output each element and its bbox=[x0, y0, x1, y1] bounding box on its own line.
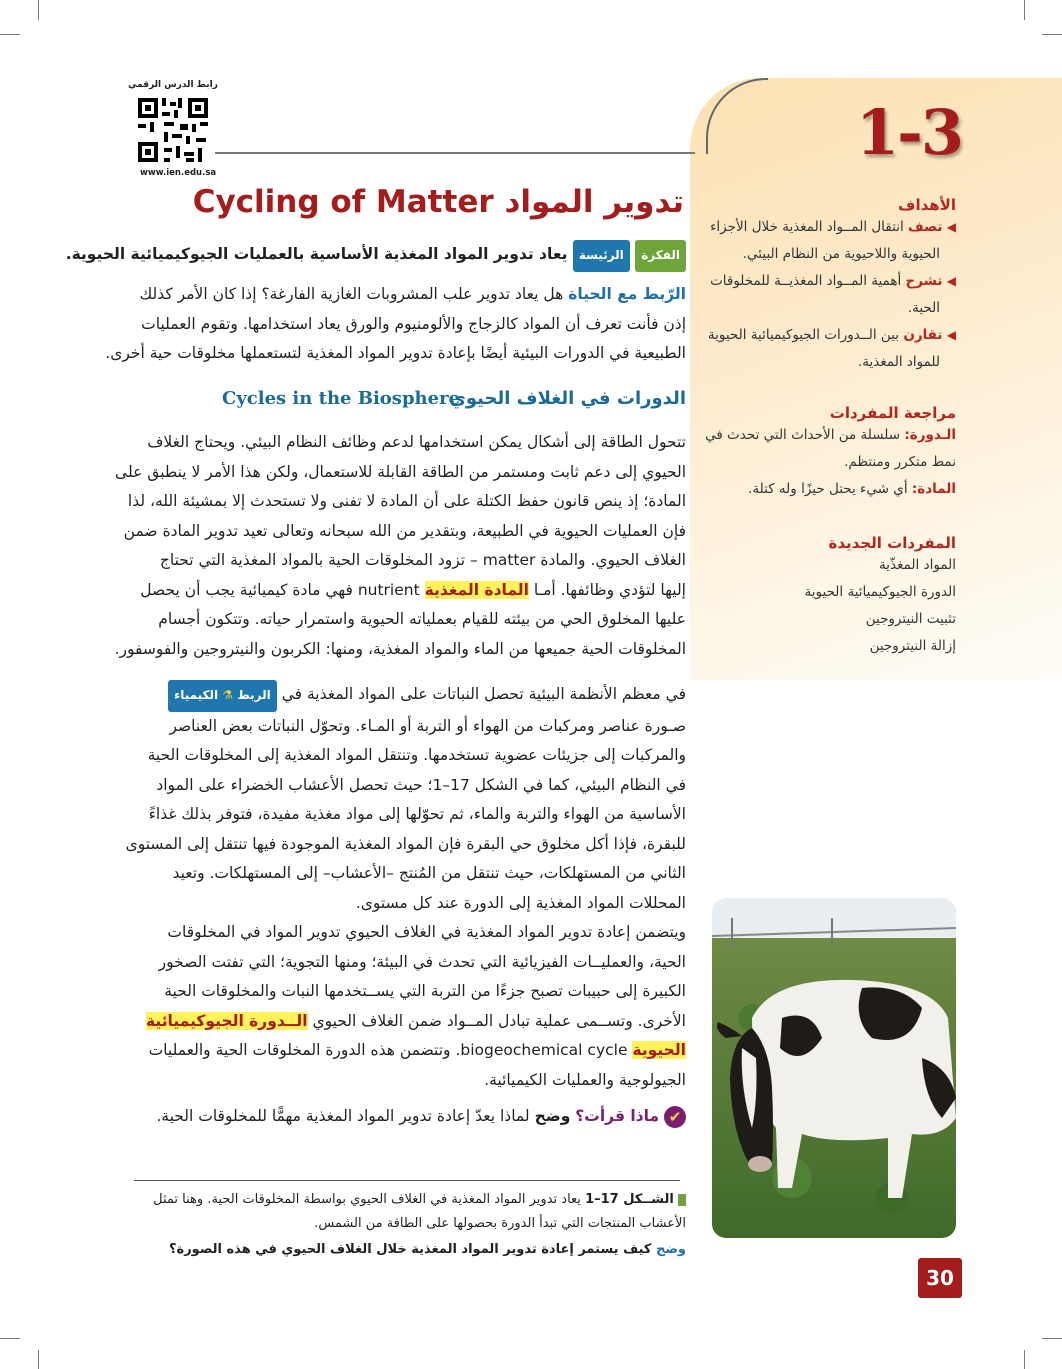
real-world-line: الطبيعية في الدورات البيئية أيضًا بإعادة تدوير المواد المغذية لتستعملها مخلوقات حية أخرى. bbox=[105, 344, 686, 362]
highlight-biogeochemical-2: الحيوية bbox=[632, 1041, 686, 1059]
text-line: ويتضمن إعادة تدوير المواد المغذية في الغلاف الحيوي تدوير المواد في المخلوقات bbox=[167, 923, 686, 941]
section-heading-en: Cycles in the Biosphere bbox=[222, 388, 460, 409]
text-line: صـورة عناصر ومركبات من الهواء أو التربة أو المـاء. وتحوّل النباتات بعض العناصر bbox=[169, 716, 686, 735]
link-label: الربط ⚗ الكيمياء bbox=[168, 680, 277, 712]
objective-item: ◀ تقارن بين الــدورات الجيوكيميائية الحيوية للمواد المغذية. bbox=[707, 327, 956, 370]
objective-item: ◀ تشرح أهمية المــواد المغذيــة للمخلوقات الحية. bbox=[710, 273, 956, 316]
header-rule bbox=[215, 152, 695, 154]
lesson-number: 1-3 bbox=[855, 96, 962, 169]
flask-icon: ⚗ bbox=[222, 688, 234, 702]
text-line: الحيوي إلى دعم ثابت ومستمر من الطاقة القابلة للاستعمال، ولكن هذا الأمر لا ينطبق على bbox=[115, 462, 686, 481]
text-line: تتحول الطاقة إلى أشكال يمكن استخدامها لدعم وظائف النظام البيئي. ويحتاج الغلاف bbox=[147, 433, 686, 451]
qr-code-icon[interactable] bbox=[134, 94, 212, 166]
new-term: الدورة الجيوكيميائية الحيوية bbox=[804, 584, 956, 600]
text-line: الثاني من المستهلكات، حيث تنتقل من المُنتج –الأعشاب– إلى المستهلكات. وتعيد bbox=[172, 864, 686, 882]
objectives-title: الأهداف bbox=[898, 196, 956, 214]
highlight-biogeochemical: الــدورة الجيوكيميائية bbox=[145, 1011, 308, 1030]
section-heading-ar: الدورات في الغلاف الحيوي bbox=[449, 388, 686, 409]
page-title: Cycling of Matter تدوير المواد bbox=[192, 184, 684, 220]
text-span: الأخرى. وتســمى عملية تبادل المــواد ضمن الغلاف الحيوي bbox=[312, 1011, 686, 1030]
cow-photo bbox=[712, 898, 956, 1238]
paragraph-3 bbox=[126, 918, 686, 1095]
review-title: مراجعة المفردات bbox=[829, 404, 956, 422]
text-line: الجيولوجية والعمليات الكيميائية. bbox=[484, 1070, 686, 1089]
real-world-label: الرّبط مع الحياة bbox=[568, 285, 686, 303]
text-line: المحللات المواد المغذية إلى الدورة عند كل مستوى. bbox=[355, 893, 686, 912]
text-line: الحية، والعمليــات الفيزيائية التي تحدث في البيئة؛ ومنها التجوية؛ التي تفتت الصخور bbox=[158, 952, 686, 971]
reading-check-verb: وضح bbox=[534, 1107, 571, 1125]
highlight-nutrient: المادة المغذية bbox=[424, 580, 529, 599]
main-idea bbox=[65, 240, 686, 272]
text-line: المخلوقات الحية جميعها من الماء والمواد المغذية، ومنها: الكربون والنيتروجين والفوسفور. bbox=[114, 639, 686, 658]
text-span: nutrient فهي مادة كيميائية يجب أن يحصل bbox=[140, 580, 420, 599]
text-line: في النظام البيئي، كما في الشكل 17–1؛ حيث تحصل الأعشاب الخضراء على المواد bbox=[156, 775, 686, 794]
text-line bbox=[126, 1036, 686, 1066]
real-world-line: هل يعاد تدوير علب المشروبات الغازية الفارغة؟ إذا كان الأمر كذلك bbox=[139, 285, 564, 303]
reading-check bbox=[126, 1102, 686, 1132]
text-line: الأساسية من الهواء والتربة والماء، ثم تحوّلها إلى مواد مغذية مفيدة، فتوفر بذلك غذاءً bbox=[148, 805, 686, 823]
text-span: biogeochemical cycle. وتتضمن هذه الدورة المخلوقات الحية والعمليات bbox=[148, 1041, 628, 1059]
figure-caption-line: الأعشاب المنتجات التي تبدأ الدورة بحصولها على الطاقة من الشمس. bbox=[314, 1216, 686, 1231]
new-term: إزالة النيتروجين bbox=[869, 638, 956, 654]
text-line: للبقرة، فإذا أكل مخلوق حي البقرة فإن المواد المغذية الموجودة فيها تنتقل إلى المستوى bbox=[125, 834, 686, 853]
figure-caption bbox=[126, 1188, 686, 1262]
new-vocab-section bbox=[706, 534, 956, 660]
real-world-paragraph bbox=[105, 280, 686, 369]
review-item: المادة: أي شيء يحتل حيزًا وله كتلة. bbox=[748, 481, 956, 497]
text-line: والمركبات إلى جزيئات عضوية تستخدمها. وتنتقل المواد المغذية إلى المخلوقات الحية bbox=[147, 746, 686, 764]
review-item: الـدورة: سلسلة من الأحداث التي تحدث في نمط متكرر ومنتظم. bbox=[705, 427, 956, 470]
new-term: المواد المغذّية bbox=[879, 557, 956, 573]
caption-marker bbox=[678, 1194, 686, 1206]
text-span: إليها لتؤدي وظائفها. أمـا bbox=[533, 580, 686, 599]
main-idea-text: يعاد تدوير المواد المغذية الأساسية بالعمليات الجيوكيميائية الحيوية. bbox=[65, 245, 568, 263]
real-world-line: إذن فأنت تعرف أن المواد كالزجاج والألومنيوم والورق يعاد استخدامها. وتقوم العمليات bbox=[141, 314, 686, 333]
new-term: تثبيت النيتروجين bbox=[865, 611, 956, 627]
qr-url: www.ien.edu.sa bbox=[140, 168, 217, 178]
main-idea-label2: الرئيسة bbox=[573, 240, 630, 272]
caption-rule bbox=[134, 1180, 680, 1181]
figure-caption-line: يعاد تدوير المواد المغذية في الغلاف الحيوي بواسطة المخلوقات الحية. وهنا تمثل bbox=[153, 1192, 581, 1207]
chemistry-link-paragraph bbox=[126, 680, 686, 918]
qr-caption: رابط الدرس الرقمي bbox=[128, 80, 218, 90]
text-line: الغلاف الحيوي. والمادة matter – تزود المخلوقات الحية بالمواد المغذية التي تحتاج bbox=[159, 551, 686, 569]
new-vocab-title: المفردات الجديدة bbox=[828, 534, 956, 552]
objective-item: ◀ تصف انتقال المــواد المغذية خلال الأجزاء الحيوية واللاحيوية من النظام البيئي. bbox=[710, 219, 956, 262]
text-line bbox=[126, 1007, 686, 1037]
objectives-section bbox=[706, 196, 956, 376]
checkmark-icon: ✔ bbox=[664, 1106, 686, 1128]
text-line: المادة؛ إذ ينص قانون حفظ الكتلة على أن المادة لا تفنى ولا تستحدث إلا بمشيئة الله، لذا bbox=[127, 492, 686, 510]
figure-question: كيف يستمر إعادة تدوير المواد المغذية خلال الغلاف الحيوي في هذه الصورة؟ bbox=[168, 1242, 652, 1257]
text-line bbox=[126, 576, 686, 606]
text-line: عليها المخلوق الحي من بيئته للقيام بعملياته الحيوية واستمرار حياته. وتتكون أجسام bbox=[158, 610, 686, 628]
reading-check-label: ماذا قرأت؟ bbox=[575, 1107, 660, 1125]
text-span: في معظم الأنظمة البيئية تحصل النباتات على المواد المغذية في bbox=[281, 685, 686, 703]
figure-label: الشــكل 17–1 bbox=[585, 1192, 674, 1207]
paragraph-1 bbox=[114, 428, 686, 664]
page-number: 30 bbox=[918, 1258, 962, 1298]
text-line: فإن العمليات الحيوية في الطبيعة، وبتقدير من الله سبحانه وتعالى تعيد تدوير المادة ضمن bbox=[123, 521, 686, 540]
main-idea-label: الفكرة bbox=[635, 240, 686, 272]
reading-check-text: لماذا يعدّ إعادة تدوير المواد المغذية مهمًّا للمخلوقات الحية. bbox=[156, 1107, 530, 1125]
figure-question-verb: وضح bbox=[655, 1242, 686, 1257]
text-line: الكبيرة إلى حبيبات تصبح جزءًا من التربة التي يســتخدمها النبات والمخلوقات الحية bbox=[164, 982, 686, 1000]
header-tab-edge bbox=[706, 78, 768, 154]
review-vocab-section bbox=[706, 404, 956, 503]
